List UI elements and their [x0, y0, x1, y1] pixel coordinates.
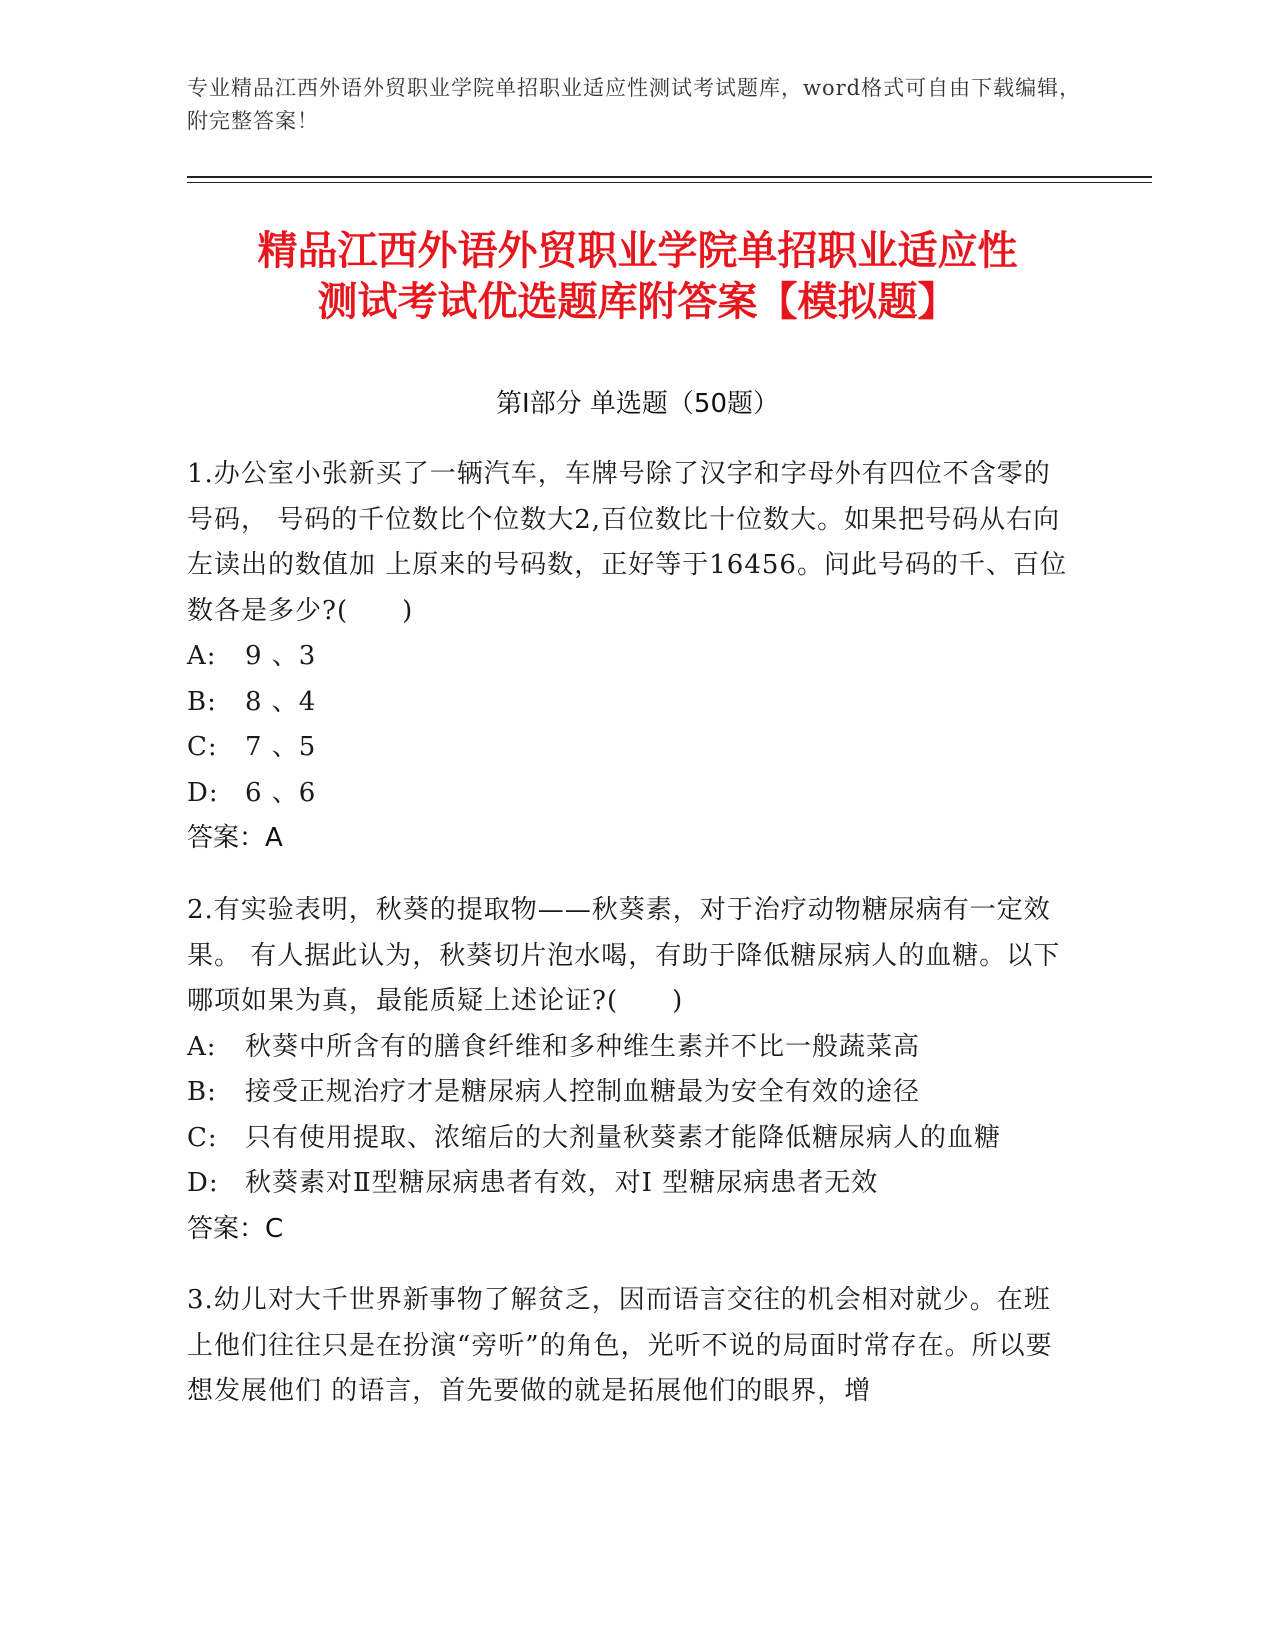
- option-text: 秋葵中所含有的膳食纤维和多种维生素并不比一般蔬菜高: [245, 1031, 921, 1062]
- document-title-line-2: 测试考试优选题库附答案【模拟题】: [317, 279, 958, 325]
- document-title: [160, 226, 1115, 328]
- option-letter: C:: [187, 1122, 218, 1153]
- option-a: [187, 634, 1077, 680]
- question-stem: 1.办公室小张新买了一辆汽车，车牌号除了汉字和字母外有四位不含零的号码， 号码的千位数比个位数大2,百位数比十位数大。如果把号码从右向左读出的数值加 上原来的号码数，正好等于16456。问此号码的千、百位数各是多少?( ): [187, 459, 1067, 626]
- section-title: 第Ⅰ部分 单选题（50题）: [495, 389, 780, 419]
- option-letter: D:: [187, 777, 219, 808]
- header-divider-thin: [187, 182, 1152, 183]
- option-letter: A:: [187, 641, 217, 671]
- option-text: 8 、4: [245, 686, 317, 717]
- option-d: [187, 1161, 1077, 1207]
- option-letter: B:: [187, 1077, 217, 1107]
- option-text: 9 、3: [245, 641, 317, 671]
- question-2: [187, 888, 1077, 1252]
- option-a: [187, 1025, 1077, 1071]
- option-b: [187, 680, 1077, 726]
- question-1: [187, 452, 1077, 862]
- option-d: [187, 771, 1077, 817]
- header-divider-thick: [187, 176, 1152, 178]
- option-c: [187, 1116, 1077, 1162]
- header-note: 专业精品江西外语外贸职业学院单招职业适应性测试考试题库，word格式可自由下载编辑，附完整答案！: [187, 76, 1082, 133]
- option-letter: D:: [187, 1168, 219, 1198]
- option-c: [187, 725, 1077, 771]
- question-stem: 2.有实验表明，秋葵的提取物——秋葵素，对于治疗动物糖尿病有一定效果。 有人据此认为，秋葵切片泡水喝，有助于降低糖尿病人的血糖。以下哪项如果为真，最能质疑上述论证?( ): [187, 895, 1061, 1016]
- option-text: 秋葵素对Ⅱ型糖尿病患者有效，对Ⅰ 型糖尿病患者无效: [245, 1168, 879, 1198]
- answer: 答案：C: [187, 1213, 284, 1244]
- option-b: [187, 1070, 1077, 1116]
- option-letter: C:: [187, 732, 218, 762]
- option-text: 只有使用提取、浓缩后的大剂量秋葵素才能降低糖尿病人的血糖: [245, 1122, 1002, 1153]
- answer: 答案：A: [187, 823, 283, 853]
- question-stem: 3.幼儿对大千世界新事物了解贫乏，因而语言交往的机会相对就少。在班上他们往往只是在扮演“旁听”的角色，光听不说的局面时常存在。所以要想发展他们 的语言，首先要做的就是拓展他们的眼界，增: [187, 1285, 1053, 1406]
- option-letter: B:: [187, 686, 217, 717]
- document-title-line-1: 精品江西外语外贸职业学院单招职业适应性: [257, 228, 1018, 274]
- question-3: [187, 1278, 1077, 1415]
- option-letter: A:: [187, 1031, 217, 1062]
- option-text: 接受正规治疗才是糖尿病人控制血糖最为安全有效的途径: [245, 1077, 921, 1107]
- option-text: 6 、6: [245, 777, 317, 808]
- option-text: 7 、5: [245, 732, 317, 762]
